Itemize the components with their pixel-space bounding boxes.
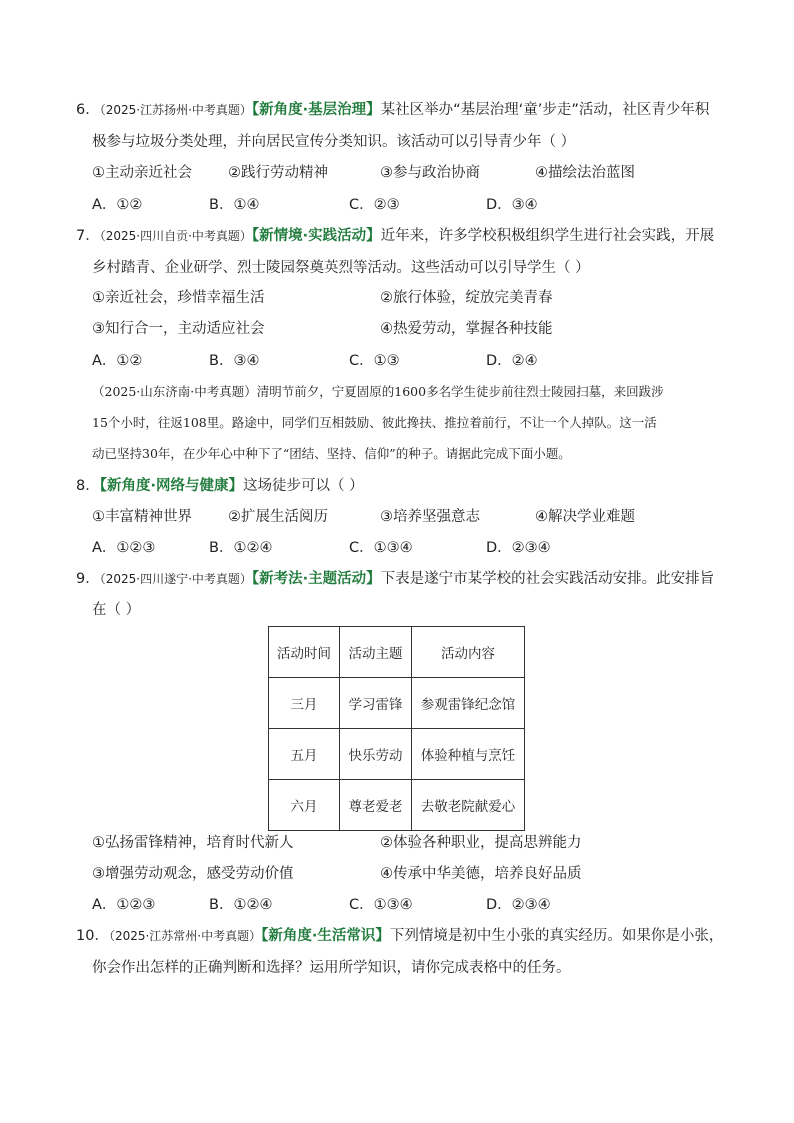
q8-statement-1: ①丰富精神世界 (92, 509, 192, 525)
q7-option-d[interactable]: D．②④ (486, 353, 538, 369)
table-cell: 五月 (269, 729, 340, 780)
table-header-cell: 活动时间 (269, 627, 340, 678)
table-cell: 尊老爱老 (340, 780, 412, 831)
q7-stem-line1 (76, 226, 714, 246)
material-line1: （2025·山东济南·中考真题）清明节前夕，宁夏固原的1600多名学生徒步前往烈士陵园扫墓，来回跋涉 (92, 384, 664, 399)
table-header-row (269, 627, 525, 678)
q6-stem-line1 (76, 100, 709, 120)
q7-option-b[interactable]: B．③④ (209, 353, 260, 369)
q6-option-d[interactable]: D．③④ (486, 197, 538, 213)
q8-option-d[interactable]: D．②③④ (486, 540, 551, 556)
q8-option-c[interactable]: C．①③④ (349, 540, 413, 556)
q8-statement-4: ④解决学业难题 (535, 509, 635, 525)
table-cell: 参观雷锋纪念馆 (412, 678, 525, 729)
q6-statement-4: ④描绘法治蓝图 (535, 165, 635, 181)
q7-statement-3: ③知行合一，主动适应社会 (92, 321, 265, 337)
table-cell: 快乐劳动 (340, 729, 412, 780)
q7-stem-line2: 乡村踏青、企业研学、烈士陵园祭奠英烈等活动。这些活动可以引导学生（ ） (92, 260, 590, 276)
q7-option-a[interactable]: A．①② (92, 353, 143, 369)
q9-statement-1: ①弘扬雷锋精神，培育时代新人 (92, 835, 294, 851)
q6-option-a[interactable]: A．①② (92, 197, 143, 213)
q9-stem-line2: 在（ ） (92, 602, 141, 618)
table-cell: 体验种植与烹饪 (412, 729, 525, 780)
q6-source: （2025·江苏扬州·中考真题） (99, 103, 252, 117)
q7-option-c[interactable]: C．①③ (349, 353, 400, 369)
table-cell: 三月 (269, 678, 340, 729)
q9-number: 9． (76, 571, 100, 587)
table-header-cell: 活动主题 (340, 627, 412, 678)
q6-stem-line2: 极参与垃圾分类处理，并向居民宣传分类知识。该活动可以引导青少年（ ） (92, 134, 576, 150)
table-cell: 六月 (269, 780, 340, 831)
q8-stem (76, 476, 364, 496)
q6-number: 6． (76, 102, 100, 118)
q10-stem-line2: 你会作出怎样的正确判断和选择？运用所学知识，请你完成表格中的任务。 (92, 960, 571, 976)
q8-tag: 【新角度·网络与健康】 (99, 478, 243, 494)
activity-schedule-table (268, 626, 525, 831)
q7-statement-4: ④热爱劳动，掌握各种技能 (380, 321, 553, 337)
q8-statement-3: ③培养坚强意志 (380, 509, 480, 525)
table-row (269, 729, 525, 780)
q6-tag: 【新角度·基层治理】 (251, 102, 381, 118)
q8-statement-2: ②扩展生活阅历 (228, 509, 328, 525)
q8-option-b[interactable]: B．①②④ (209, 540, 273, 556)
q9-source: （2025·四川遂宁·中考真题） (99, 572, 252, 586)
q9-statement-4: ④传承中华美德，培养良好品质 (380, 866, 582, 882)
q6-statement-1: ①主动亲近社会 (92, 165, 192, 181)
q9-statement-3: ③增强劳动观念，感受劳动价值 (92, 866, 294, 882)
q9-text: 下表是遂宁市某学校的社会实践活动安排。此安排旨 (380, 571, 715, 587)
table-header-cell: 活动内容 (412, 627, 525, 678)
q7-tag: 【新情境·实践活动】 (251, 228, 381, 244)
q9-stem-line1 (76, 569, 714, 589)
q7-statement-1: ①亲近社会，珍惜幸福生活 (92, 290, 265, 306)
q6-option-c[interactable]: C．②③ (349, 197, 400, 213)
q7-number: 7． (76, 228, 100, 244)
q9-option-c[interactable]: C．①③④ (349, 897, 413, 913)
q6-statement-3: ③参与政治协商 (380, 165, 480, 181)
q9-tag: 【新考法·主题活动】 (251, 571, 381, 587)
q7-source: （2025·四川自贡·中考真题） (99, 229, 252, 243)
material-line2: 15个小时，往返108里。路途中，同学们互相鼓励、彼此搀扶、推拉着前行，不让一个人掉队。这一活 (92, 415, 657, 430)
q10-text: 下列情境是初中生小张的真实经历。如果你是小张， (389, 928, 724, 944)
q10-stem-line1 (76, 926, 723, 946)
q7-text: 近年来，许多学校积极组织学生进行社会实践，开展 (380, 228, 715, 244)
q8-text: 这场徒步可以（ ） (243, 478, 364, 494)
material-line3: 动已坚持30年，在少年心中种下了“团结、坚持、信仰”的种子。请据此完成下面小题。 (92, 446, 571, 461)
q9-statement-2: ②体验各种职业，提高思辨能力 (380, 835, 582, 851)
table-row (269, 678, 525, 729)
table-cell: 学习雷锋 (340, 678, 412, 729)
q6-text: 某社区举办“基层治理‘童’步走”活动，社区青少年积 (380, 102, 710, 118)
q7-statement-2: ②旅行体验，绽放完美青春 (380, 290, 553, 306)
q6-statement-2: ②践行劳动精神 (228, 165, 328, 181)
q9-option-a[interactable]: A．①②③ (92, 897, 156, 913)
q6-option-b[interactable]: B．①④ (209, 197, 260, 213)
table-row (269, 780, 525, 831)
q10-tag: 【新角度·生活常识】 (261, 928, 390, 944)
q8-number: 8． (76, 478, 100, 494)
q9-option-b[interactable]: B．①②④ (209, 897, 273, 913)
q9-option-d[interactable]: D．②③④ (486, 897, 551, 913)
q8-option-a[interactable]: A．①②③ (92, 540, 156, 556)
q10-number: 10． (76, 928, 109, 944)
table-cell: 去敬老院献爱心 (412, 780, 525, 831)
q10-source: （2025·江苏常州·中考真题） (108, 929, 262, 943)
